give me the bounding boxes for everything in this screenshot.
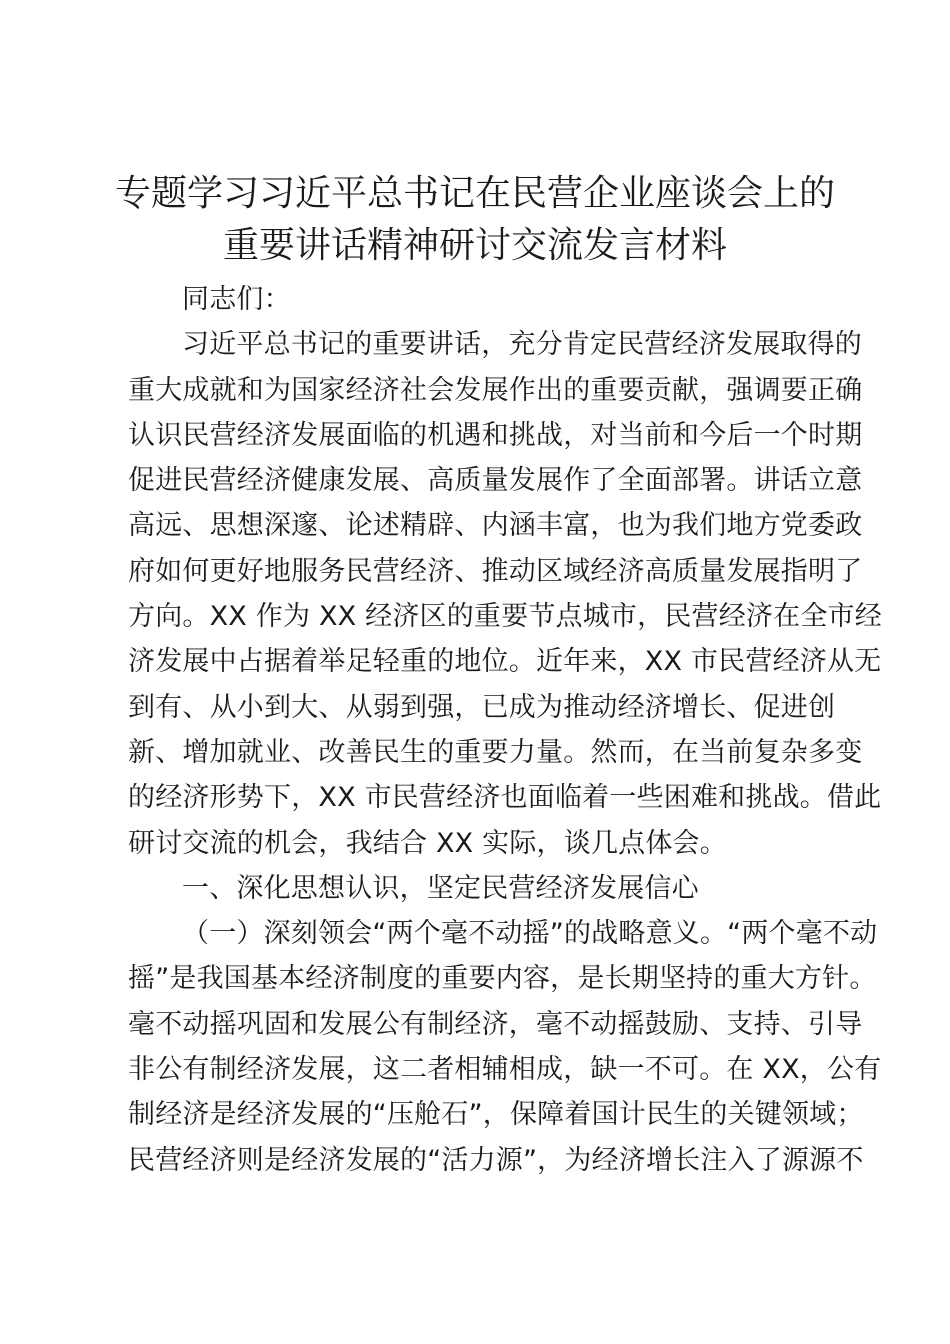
body-line: 济发展中占据着举足轻重的地位。近年来，XX 市民营经济从无 bbox=[128, 646, 882, 678]
body-line: （一）深刻领会“两个毫不动摇”的战略意义。“两个毫不动 bbox=[182, 918, 878, 950]
body-line: 到有、从小到大、从弱到强，已成为推动经济增长、促进创 bbox=[128, 691, 836, 723]
body-line: 制经济是经济发展的“压舱石”，保障着国计民生的关键领域； bbox=[128, 1099, 864, 1131]
title-line-1: 专题学习习近平总书记在民营企业座谈会上的 bbox=[114, 173, 835, 214]
document-body bbox=[128, 277, 882, 1183]
body-line: 高远、思想深邃、论述精辟、内涵丰富，也为我们地方党委政 bbox=[128, 510, 863, 542]
body-line: 非公有制经济发展，这二者相辅相成，缺一不可。在 XX，公有 bbox=[128, 1054, 882, 1086]
section-heading: 一、深化思想认识，坚定民营经济发展信心 bbox=[182, 872, 699, 904]
body-line: 重大成就和为国家经济社会发展作出的重要贡献，强调要正确 bbox=[128, 374, 863, 406]
body-line: 摇”是我国基本经济制度的重要内容，是长期坚持的重大方针。 bbox=[128, 963, 877, 995]
body-line: 认识民营经济发展面临的机遇和挑战，对当前和今后一个时期 bbox=[128, 419, 863, 451]
body-line: 民营经济则是经济发展的“活力源”，为经济增长注入了源源不 bbox=[128, 1144, 864, 1176]
document-title bbox=[110, 168, 840, 272]
body-line: 习近平总书记的重要讲话，充分肯定民营经济发展取得的 bbox=[182, 329, 862, 361]
body-line: 府如何更好地服务民营经济、推动区域经济高质量发展指明了 bbox=[128, 555, 863, 587]
body-line: 方向。XX 作为 XX 经济区的重要节点城市，民营经济在全市经 bbox=[128, 601, 882, 633]
salutation: 同志们： bbox=[182, 284, 291, 315]
body-line: 的经济形势下，XX 市民营经济也面临着一些困难和挑战。借此 bbox=[128, 782, 882, 814]
body-line: 新、增加就业、改善民生的重要力量。然而，在当前复杂多变 bbox=[128, 736, 863, 768]
title-line-2: 重要讲话精神研讨交流发言材料 bbox=[222, 225, 727, 266]
body-line: 毫不动摇巩固和发展公有制经济，毫不动摇鼓励、支持、引导 bbox=[128, 1008, 863, 1040]
body-line: 促进民营经济健康发展、高质量发展作了全面部署。讲话立意 bbox=[128, 465, 863, 497]
body-line: 研讨交流的机会，我结合 XX 实际，谈几点体会。 bbox=[128, 827, 727, 859]
